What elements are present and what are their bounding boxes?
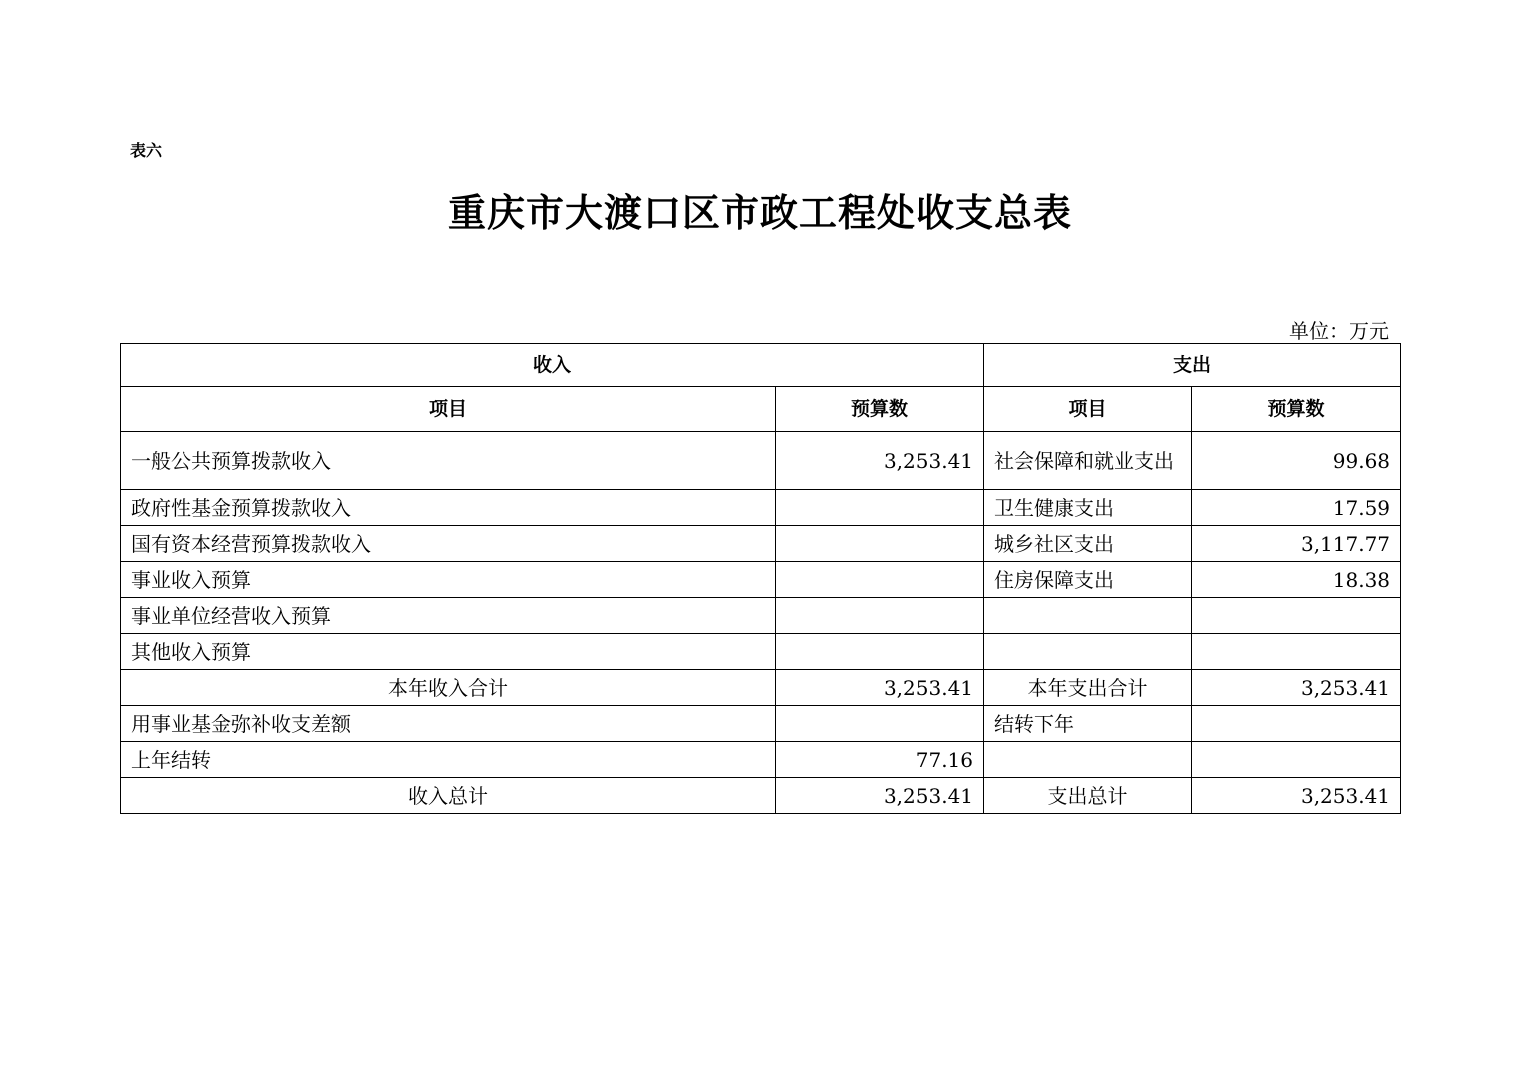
expense-item-cell: 卫生健康支出	[984, 490, 1192, 526]
income-item-cell: 事业收入预算	[121, 562, 776, 598]
income-amount-cell	[776, 526, 984, 562]
page-title: 重庆市大渡口区市政工程处收支总表	[447, 190, 1072, 235]
expense-subtotal-label: 本年支出合计	[984, 670, 1192, 706]
income-item-cell: 一般公共预算拨款收入	[121, 432, 776, 490]
table-number: 表六	[130, 141, 163, 160]
income-item-cell: 政府性基金预算拨款收入	[121, 490, 776, 526]
income-group-header: 收入	[121, 344, 984, 387]
table-row	[121, 598, 1401, 634]
table-row	[121, 490, 1401, 526]
expense-item-cell: 社会保障和就业支出	[984, 432, 1192, 490]
income-item-cell: 其他收入预算	[121, 634, 776, 670]
expense-amount-cell: 99.68	[1192, 432, 1401, 490]
table-row	[121, 634, 1401, 670]
expense-total-label: 支出总计	[984, 778, 1192, 814]
income-item-cell: 上年结转	[121, 742, 776, 778]
income-total-label: 收入总计	[121, 778, 776, 814]
table-row	[121, 742, 1401, 778]
table-row	[121, 432, 1401, 490]
budget-summary-table	[120, 343, 1401, 814]
expense-amount-cell: 17.59	[1192, 490, 1401, 526]
income-subtotal-label: 本年收入合计	[121, 670, 776, 706]
table-row	[121, 706, 1401, 742]
income-amount-cell	[776, 598, 984, 634]
expense-amount-cell: 3,117.77	[1192, 526, 1401, 562]
expense-subtotal-amount: 3,253.41	[1192, 670, 1401, 706]
expense-amount-cell	[1192, 634, 1401, 670]
income-amount-cell	[776, 706, 984, 742]
income-amount-cell: 77.16	[776, 742, 984, 778]
table-row	[121, 526, 1401, 562]
group-header-row	[121, 344, 1401, 387]
expense-amount-cell	[1192, 742, 1401, 778]
unit-label: 单位：万元	[1289, 319, 1389, 343]
expense-amount-cell: 18.38	[1192, 562, 1401, 598]
income-item-cell: 用事业基金弥补收支差额	[121, 706, 776, 742]
expense-item-header: 项目	[984, 387, 1192, 432]
income-subtotal-amount: 3,253.41	[776, 670, 984, 706]
expense-item-cell: 结转下年	[984, 706, 1192, 742]
expense-item-cell	[984, 742, 1192, 778]
expense-budget-header: 预算数	[1192, 387, 1401, 432]
expense-total-amount: 3,253.41	[1192, 778, 1401, 814]
income-amount-cell: 3,253.41	[776, 432, 984, 490]
expense-amount-cell	[1192, 598, 1401, 634]
income-item-cell: 国有资本经营预算拨款收入	[121, 526, 776, 562]
income-amount-cell	[776, 634, 984, 670]
table-row	[121, 562, 1401, 598]
expense-item-cell: 住房保障支出	[984, 562, 1192, 598]
total-row	[121, 778, 1401, 814]
income-item-header: 项目	[121, 387, 776, 432]
expense-amount-cell	[1192, 706, 1401, 742]
income-total-amount: 3,253.41	[776, 778, 984, 814]
income-amount-cell	[776, 562, 984, 598]
income-amount-cell	[776, 490, 984, 526]
column-header-row	[121, 387, 1401, 432]
expense-item-cell	[984, 598, 1192, 634]
expense-item-cell	[984, 634, 1192, 670]
income-item-cell: 事业单位经营收入预算	[121, 598, 776, 634]
subtotal-row	[121, 670, 1401, 706]
expense-group-header: 支出	[984, 344, 1401, 387]
income-budget-header: 预算数	[776, 387, 984, 432]
expense-item-cell: 城乡社区支出	[984, 526, 1192, 562]
